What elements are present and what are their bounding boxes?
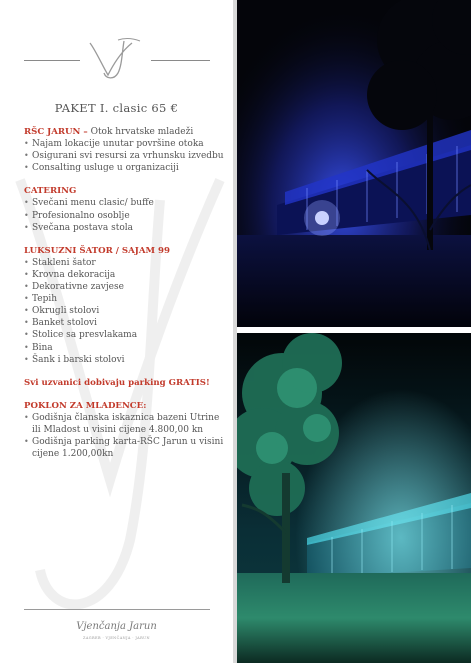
photo-tree-night-cyan-image	[237, 333, 471, 663]
intro-heading-line	[24, 126, 224, 138]
vj-monogram-logo	[84, 35, 146, 81]
list-item: • Okrugli stolovi	[24, 305, 224, 317]
list-item: • Najam lokacije unutar površine otoka	[24, 138, 224, 150]
catering-heading: CATERING	[24, 186, 77, 197]
photo-tent-night-blue-image	[237, 0, 471, 327]
list-item: • Stolice sa presvlakama	[24, 329, 224, 341]
list-item: • Osigurani svi resursi za vrhunsku izvedbu	[24, 150, 224, 162]
list-item: • Godišnja parking karta-RŠC Jarun u visini cijene 1.200,00kn	[24, 436, 224, 460]
tent-heading: LUKSUZNI ŠATOR / SAJAM 99	[24, 245, 170, 256]
catering-list	[24, 197, 224, 233]
intro-subheading: Otok hrvatske mladeži	[87, 127, 194, 137]
list-item: • Bina	[24, 342, 224, 354]
intro-list	[24, 138, 224, 174]
tent-list	[24, 257, 224, 366]
photo-tent-night-blue	[237, 0, 471, 327]
intro-heading: RŠC JARUN –	[24, 127, 88, 137]
header-divider-left	[24, 60, 80, 61]
text-panel	[0, 0, 233, 663]
parking-note: Svi uzvanici dobivaju parking GRATIS!	[24, 377, 210, 388]
gift-list	[24, 412, 224, 460]
list-item: • Godišnja članska iskaznica bazeni Utrine ili Mladost u visini cijene 4.800,00 kn	[24, 412, 224, 436]
footer-tagline: ZAGREB · VJENČANJA · JARUN	[83, 636, 150, 640]
footer-divider	[24, 609, 210, 610]
header-divider-right	[151, 60, 210, 61]
footer-brand-logo: Vjenčanja Jarun	[76, 621, 157, 632]
list-item: • Consalting usluge u organizaciji	[24, 162, 224, 174]
list-item: • Banket stolovi	[24, 317, 224, 329]
list-item: • Stakleni šator	[24, 257, 224, 269]
list-item: • Svečani menu clasic/ buffe	[24, 197, 224, 209]
list-item: • Tepih	[24, 293, 224, 305]
list-item: • Krovna dekoracija	[24, 269, 224, 281]
package-content	[24, 126, 224, 460]
list-item: • Šank i barski stolovi	[24, 354, 224, 366]
list-item: • Dekorativne zavjese	[24, 281, 224, 293]
list-item: • Svečana postava stola	[24, 222, 224, 234]
package-title: PAKET I. clasic 65 €	[54, 101, 179, 115]
gift-heading: POKLON ZA MLADENCE:	[24, 400, 147, 411]
photo-tree-night-cyan	[237, 333, 471, 663]
list-item: • Profesionalno osoblje	[24, 210, 224, 222]
